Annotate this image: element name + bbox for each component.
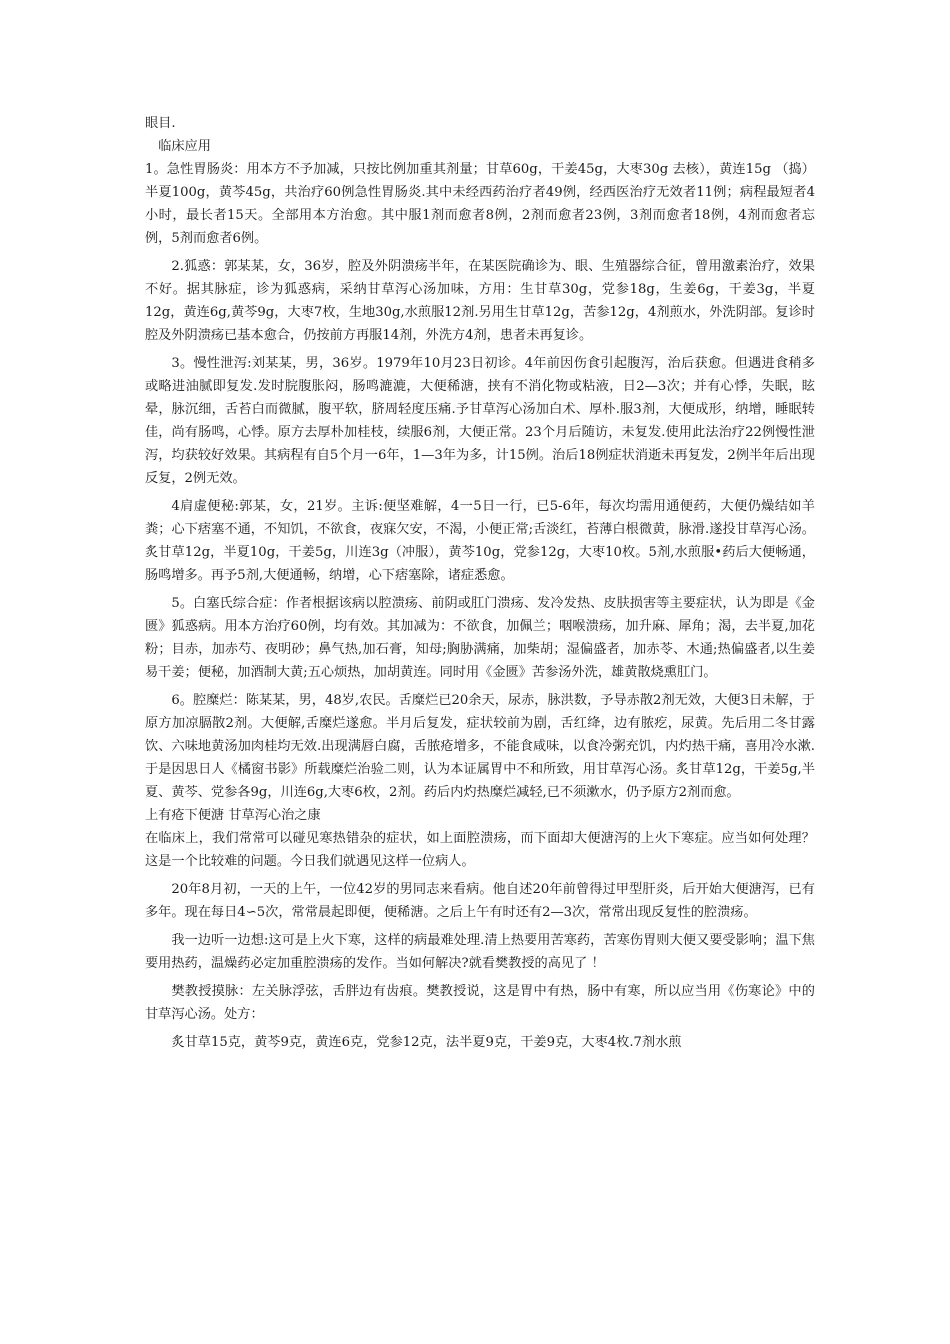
paragraph-case-4: 4肩虚便秘:郭某，女，21岁。主诉:便坚难解，4一5日一行，已5-6年，每次均需用通便药，大便仍燥结如羊粪；心下痞塞不通，不知饥，不欲食，夜寐欠安，不渴，小便正常;舌淡红，苔薄白根微黄，脉滑.遂投甘草泻心汤。炙甘草12g，半夏10g，干姜5g，川连3g（冲服），黄芩10g，党参12g，大枣10枚。5剂,水煎服•药后大便畅通，肠鸣增多。再予5剂,大便通畅，纳增，心下痞塞除，诸症悉愈。 xyxy=(145,499,815,583)
document-page xyxy=(145,112,815,1054)
paragraph-intro: 眼目. xyxy=(145,116,176,131)
paragraph-case-5: 5。白塞氏综合症：作者根据该病以腔溃疡、前阴或肛门溃疡、发冷发热、皮肤损害等主要症状，认为即是《金匮》狐惑病。用本方治疗60例，均有效。其加减为：不欲食，加佩兰；咽喉溃疡，加升麻、犀角；渴，去半夏,加花粉；目赤，加赤芍、夜明砂；鼻气热,加石膏，知母;胸胁满痛，加柴胡；湿偏盛者，加赤苓、木通;热偏盛者,以生姜易干姜；便秘，加酒制大黄;五心烦热，加胡黄连。同时用《金匮》苦参汤外洗，雄黄散烧熏肛门。 xyxy=(145,596,815,680)
paragraph-thoughts: 我一边听一边想:这可是上火下寒，这样的病最难处理.清上热要用苦寒药，苦寒伤胃则大便又要受影响；温下焦要用热药，温燥药必定加重腔溃疡的发作。当如何解决?就看樊教授的高见了 ！ xyxy=(145,933,815,971)
paragraph-case-3: 3。慢性泄泻:刘某某，男，36岁。1979年10月23日初诊。4年前因伤食引起腹泻，治后获愈。但遇进食稍多或略进油腻即复发.发时脘腹胀闷，肠鸣漉漉，大便稀溏，挟有不消化物或粘液，日2—3次；并有心悸，失眠，眩晕，脉沉细，舌苔白而微腻，腹平软，脐周轻度压痛.予甘草泻心汤加白术、厚朴.服3剂，大便成形，纳增，睡眠转佳，尚有肠鸣，心悸。原方去厚朴加桂枝，续服6剂，大便正常。23个月后随访，未复发.使用此法治疗22例慢性泄泻，均获较好效果。其病程有自5个月一6年，1—3年为多，计15例。治后18例症状消逝未再复发，2例半年后出现反复，2例无效。 xyxy=(145,356,815,486)
paragraph-case-6: 6。腔糜烂：陈某某，男，48岁,农民。舌糜烂已20余天，尿赤，脉洪数，予导赤散2剂无效，大便3日未解，于原方加凉膈散2剂。大便解,舌糜烂遂愈。半月后复发，症状较前为剧，舌红绛，边有脓疙，尿黄。先后用二冬甘露饮、六味地黄汤加肉桂均无效.出现满唇白腐，舌脓疮增多，不能食咸味，以食冷粥充饥，内灼热干痛，喜用冷水漱.于是因思日人《橘窗书影》所载糜烂治验二则，认为本证属胃中不和所致，用甘草泻心汤。炙甘草12g，干姜5g,半夏、黄芩、党参各9g，川连6g,大枣6枚，2剂。药后内灼热糜烂减轻,已不须漱水，仍予原方2剂而愈。 xyxy=(145,693,815,800)
paragraph-case-1: 1。急性胃肠炎：用本方不予加减，只按比例加重其剂量；甘草60g，干姜45g，大枣30g 去核），黄连15g （捣）半夏100g，黄芩45g，共治疗60例急性胃肠炎.其中未经西药治疗者49例，经西医治疗无效者11例；病程最短者4小时，最长者15天。全部用本方治愈。其中服1剂而愈者8例，2剂而愈者23例，3剂而愈者18例，4剂而愈者忘例，5剂而愈者6例。 xyxy=(145,162,815,246)
paragraph-diagnosis: 樊教授摸脉：左关脉浮弦，舌胖边有齿痕。樊教授说，这是胃中有热，肠中有寒，所以应当用《伤寒论》中的甘草泻心汤。处方： xyxy=(145,984,815,1022)
paragraph-prescription: 炙甘草15克，黄芩9克，黄连6克，党参12克，法半夏9克，干姜9克，大枣4枚.7剂水煎 xyxy=(171,1035,682,1050)
paragraph-case-2: 2.狐惑：郭某某，女，36岁，腔及外阴溃疡半年，在某医院确诊为、眼、生殖器综合征，曾用激素治疗，效果不好。据其脉症，诊为狐惑病，采纳甘草泻心汤加味，方用：生甘草30g，党参18g，生姜6g，干姜3g，半夏12g，黄连6g,黄芩9g，大枣7枚，生地30g,水煎服12剂.另用生甘草12g，苦参12g，4剂煎水，外洗阴部。复诊时腔及外阴溃疡已基本愈合，仍按前方再服14剂，外洗方4剂，患者未再复诊。 xyxy=(145,259,815,343)
paragraph-patient-history: 20年8月初，一天的上午，一位42岁的男同志来看病。他自述20年前曾得过甲型肝炎，后开始大便溏泻，已有多年。现在每日4∽5次，常常晨起即便，便稀溏。之后上午有时还有2—3次，常常出现反复性的腔溃疡。 xyxy=(145,882,815,920)
paragraph-article-intro: 在临床上，我们常常可以碰见寒热错杂的症状，如上面腔溃疡，而下面却大便溏泻的上火下寒症。应当如何处理？这是一个比较难的问题。今日我们就遇见这样一位病人。 xyxy=(145,831,815,869)
article-heading: 上有疮下便溏 甘草泻心治之康 xyxy=(145,808,321,823)
section-heading-clinical: 临床应用 xyxy=(158,139,211,154)
